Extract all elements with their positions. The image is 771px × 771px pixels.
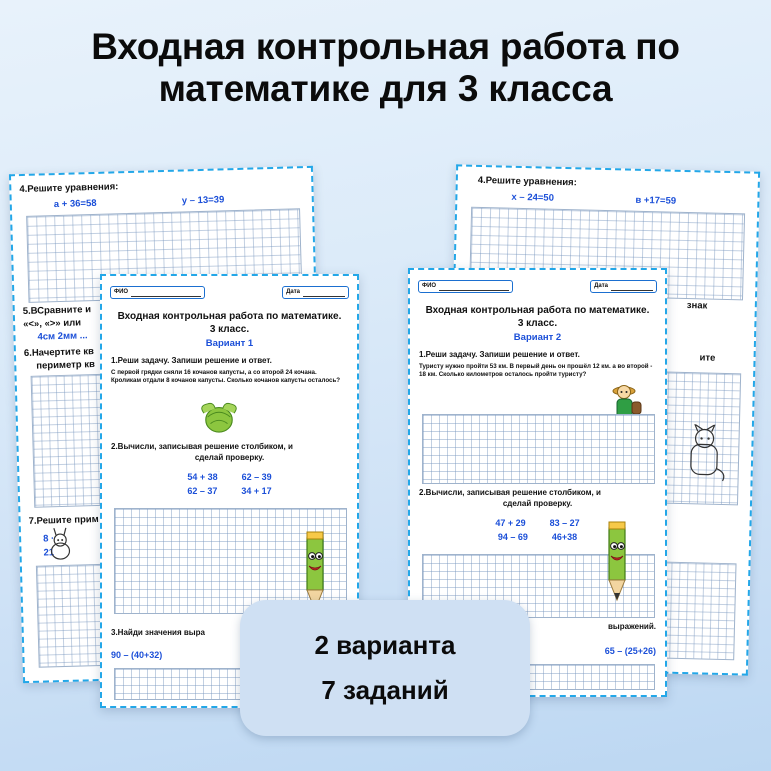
task-2-heading-line1: 2.Вычисли, записывая решение столбиком, и — [111, 442, 293, 451]
task-2-expressions — [111, 470, 348, 498]
variant-label: Вариант 2 — [513, 332, 562, 343]
worksheet-title-line2: 3 класс. — [517, 318, 558, 329]
back-right-heading-4: 4.Решите уравнения: — [477, 174, 577, 189]
back-right-text-draw: ите — [699, 352, 716, 364]
info-badge — [240, 600, 530, 736]
task-3-expression: 90 – (40+32) — [111, 650, 163, 660]
cat-icon — [683, 424, 730, 483]
expression: 83 – 27 — [549, 518, 580, 528]
task-3-heading: выражений. — [608, 622, 656, 631]
back-left-compare-expr: 4см 2мм ... — [37, 330, 88, 343]
back-left-heading-4: 4.Решите уравнения: — [19, 181, 119, 196]
worksheet-title — [416, 304, 659, 330]
task-3-heading: 3.Найди значения выра — [111, 628, 205, 637]
pencil-mascot-icon — [600, 520, 634, 606]
date-label: Дата — [286, 289, 300, 295]
worksheet-title-line1: Входная контрольная работа по математике. — [117, 311, 342, 322]
task-3-expression: 65 – (25+26) — [604, 646, 656, 656]
back-left-heading-7: 7.Решите прим — [28, 513, 99, 527]
expression: 62 – 39 — [241, 472, 272, 482]
expression-row — [111, 484, 348, 498]
expression: 47 + 29 — [495, 518, 526, 528]
task-2-heading-line2: сделай проверку. — [194, 453, 265, 462]
expression: 94 – 69 — [497, 532, 528, 542]
expression: 34 + 17 — [241, 486, 272, 496]
back-right-equation-2: в +17=59 — [635, 194, 677, 207]
expression: 54 + 38 — [187, 472, 218, 482]
worksheet-title — [108, 310, 351, 336]
header-fields-row — [418, 278, 657, 294]
task-1-heading: 1.Реши задачу. Запиши решение и ответ. — [111, 356, 272, 365]
fio-label: ФИО — [422, 283, 437, 289]
date-field[interactable] — [282, 286, 349, 299]
worksheet-title-line2: 3 класс. — [209, 324, 250, 335]
cabbage-icon — [198, 400, 240, 434]
fio-label: ФИО — [114, 289, 129, 295]
back-left-heading-6: 6.Начертите кв — [23, 346, 95, 359]
page-title: Входная контрольная работа по математике для 3 класса — [91, 26, 680, 109]
badge-variants-count: 2 варианта — [314, 630, 456, 660]
fio-field[interactable] — [110, 286, 205, 299]
variant-label: Вариант 1 — [205, 338, 254, 349]
back-left-heading-5: 5.ВСравните и — [22, 304, 92, 318]
date-input-line[interactable] — [611, 282, 653, 291]
date-field[interactable] — [590, 280, 657, 293]
grid-area[interactable] — [422, 414, 655, 484]
back-left-text-perimeter: периметр кв — [36, 359, 95, 372]
date-label: Дата — [594, 283, 608, 289]
badge-tasks-count: 7 заданий — [321, 675, 449, 705]
fio-input-line[interactable] — [131, 288, 201, 297]
back-left-equation-1: a + 36=58 — [53, 197, 97, 211]
task-2-heading-line1: 2.Вычисли, записывая решение столбиком, и — [419, 488, 601, 497]
worksheet-title-line1: Входная контрольная работа по математике. — [425, 305, 650, 316]
back-left-expr-b: 21 — [43, 547, 55, 559]
date-input-line[interactable] — [303, 288, 345, 297]
back-right-equation-1: x – 24=50 — [511, 191, 555, 204]
fio-field[interactable] — [418, 280, 513, 293]
expression: 62 – 37 — [187, 486, 218, 496]
back-left-expr-a: 8 · — [42, 533, 55, 545]
fio-input-line[interactable] — [439, 282, 509, 291]
bunny-icon — [42, 527, 76, 562]
task-1-text: С первой грядки сняли 16 кочанов капусты, а со второй 24 кочана. Кроликам отдали 8 кочанов капусты. Сколько кочанов капусты осталось? — [111, 369, 341, 384]
expression: 46+38 — [551, 532, 578, 542]
expression-row — [111, 470, 348, 484]
back-right-text-sign: знак — [686, 300, 708, 312]
task-1-text: Туристу нужно пройти 53 км. В первый день он прошёл 12 км. а во второй - 18 км. Сколько километров осталось пройти туристу? — [419, 363, 653, 378]
header-fields-row — [110, 284, 349, 300]
task-1-heading: 1.Реши задачу. Запиши решение и ответ. — [419, 350, 580, 359]
task-2-heading-line2: сделай проверку. — [502, 499, 573, 508]
back-left-text-signs: «<», «>» или — [22, 317, 82, 331]
back-left-equation-2: y – 13=39 — [181, 194, 225, 207]
